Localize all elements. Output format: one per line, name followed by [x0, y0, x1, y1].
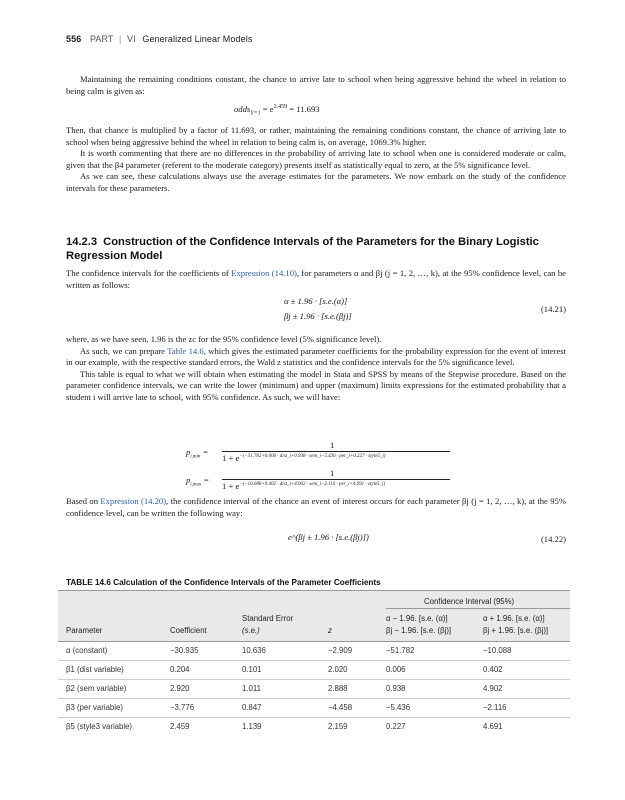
p-min-numerator: 1 [330, 440, 335, 450]
header-se-line1: Standard Error [242, 614, 294, 623]
cell-se: 1.011 [242, 684, 261, 693]
cell-lower: −5.436 [386, 703, 411, 712]
equation-label-14-22: (14.22) [540, 534, 566, 544]
row-rule [58, 717, 570, 718]
part-roman: VI [127, 34, 136, 44]
cell-upper: −2.116 [483, 703, 507, 712]
cell-z: −4.458 [328, 703, 353, 712]
table-row [58, 681, 570, 697]
page-number: 556 [66, 34, 82, 44]
table-row [58, 662, 570, 678]
cell-upper: 4.902 [483, 684, 503, 693]
p-min-symbol: p [186, 447, 191, 457]
header-upper-beta: βj + 1.96. [s.e. (βj)] [483, 626, 549, 635]
p-max-numerator: 1 [330, 468, 335, 478]
cell-parameter: β3 (per variable) [66, 703, 123, 712]
odds-subscript: Y=1 [250, 110, 261, 117]
chapter-title: Generalized Linear Models [142, 34, 253, 44]
header-coefficient: Coefficient [170, 626, 207, 635]
header-lower-alpha: α − 1.96. [s.e. (α)] [386, 614, 448, 623]
p-max-denominator [222, 481, 385, 491]
p-min-lhs: $p_{i,min}$ = [186, 447, 209, 460]
p-max-symbol: p [186, 475, 191, 485]
table-row [58, 643, 570, 659]
ci-table [58, 590, 570, 731]
header-se-line2: (s.e.) [242, 626, 260, 635]
cell-coefficient: −30.935 [170, 646, 199, 655]
cell-parameter: β2 (sem variable) [66, 684, 127, 693]
table-caption: TABLE 14.6 Calculation of the Confidence Intervals of the Parameter Coefficients [66, 578, 381, 587]
cell-se: 0.847 [242, 703, 262, 712]
odds-exponent: 2.459 [273, 104, 288, 111]
part-label: PART [89, 34, 114, 44]
row-rule [58, 698, 570, 699]
intro-p3-text: It is worth commenting that there are no differences in the probability of arriving late to school when one is considered moderate or calm, given that the β4 parameter (referent to the moderate category) presents itself as statistically equal to zero, at the 5% significance level. [66, 148, 566, 170]
intro-paragraph-1 [66, 74, 566, 97]
odds-value: = 11.693 [289, 104, 320, 114]
table-group-header: Confidence Interval (95%) [424, 597, 515, 606]
p-max-lhs: $p_{i,max}$ = [186, 475, 210, 488]
expression-14-20-link[interactable]: Expression (14.20) [100, 496, 167, 506]
ci-equation-beta: βj ± 1.96 · [s.e.(βj)] [284, 311, 352, 321]
expression-14-10-link[interactable]: Expression (14.10) [231, 268, 297, 278]
section-title: Construction of the Confidence Intervals of the Parameters for the Binary Logistic Regression Model [66, 236, 539, 262]
p-min-exponent: −(−51.782+0.006 · dist_i+0.938 · sem_i−5.436 · per_i+0.227 · style5_i) [239, 454, 386, 460]
cell-se: 0.101 [242, 665, 262, 674]
odds-ci-equation [66, 532, 566, 548]
cell-upper: −10.088 [483, 646, 512, 655]
header-separator: | [118, 34, 122, 44]
cell-coefficient: 0.204 [170, 665, 190, 674]
p-min-fraction-bar [222, 451, 450, 452]
cell-coefficient: 2.920 [170, 684, 190, 693]
cell-lower: 0.938 [386, 684, 406, 693]
ci-paragraphs [66, 334, 566, 404]
odds-label: odds [234, 104, 251, 114]
intro-p2-text: Then, that chance is multiplied by a factor of 11.693, or rather, maintaining the remaining conditions constant, the chance of arriving late to school when being aggressive behind the wheel in relation to being calm is, on average, 1069.3% higher. [66, 125, 566, 147]
ci-p2-text: where, as we have seen, 1.96 is the zc for the 95% confidence level (5% significance level). [66, 334, 382, 344]
cell-se: 1.139 [242, 722, 262, 731]
cell-lower: −51.782 [386, 646, 415, 655]
ci-paragraph-1 [66, 268, 566, 291]
cell-z: 2.888 [328, 684, 348, 693]
table-row [58, 719, 570, 735]
p-max-subscript: i,max [190, 482, 202, 488]
cell-parameter: β1 (dist variable) [66, 665, 124, 674]
row-rule [58, 679, 570, 680]
header-lower-beta: βj − 1.96. [s.e. (βj)] [386, 626, 452, 635]
odds-expression [234, 104, 320, 117]
probability-bounds [66, 440, 566, 496]
p-min-den-base: 1 + e [222, 453, 240, 463]
cell-se: 10.636 [242, 646, 266, 655]
p-max-den-base: 1 + e [222, 481, 240, 491]
p-max-exponent: −(−10.088+0.402 · dist_i+4.902 · sem_i−2.116 · per_i+4.691 · style5_i) [239, 482, 386, 488]
ci-paragraph-5 [66, 496, 566, 519]
cell-z: 2.159 [328, 722, 348, 731]
cell-coefficient: −3.776 [170, 703, 195, 712]
p-max-fraction-bar [222, 479, 450, 480]
p-min-denominator [222, 453, 385, 463]
ci-p4-text: This table is equal to what we will obtain when estimating the model in Stata and SPSS by means of the Stepwise procedure. Based on the parameter confidence intervals, we can write the lower (minimum) and upper (maximum) limits expressions for the estimated probability that a student i will arrive late to school, with 95% confidence. As such, we will have: [66, 368, 566, 402]
ci-p5-post: , the confidence interval of the chance an event of interest occurs for each parameter βj (j = 1, 2, …, k), at the 95% confidence level, can be written the following way: [66, 496, 566, 518]
intro-p1-text: Maintaining the remaining conditions constant, the chance to arrive late to school when being aggressive behind the wheel in relation to being calm is given as: [66, 74, 566, 96]
ci-equation-alpha: α ± 1.96 · [s.e.(α)] [284, 296, 348, 306]
header-upper-alpha: α + 1.96. [s.e. (α)] [483, 614, 545, 623]
table-header-rule [58, 641, 570, 642]
cell-parameter: α (constant) [66, 646, 108, 655]
cell-coefficient: 2.459 [170, 722, 190, 731]
header-parameter: Parameter [66, 626, 103, 635]
ci-p3-post: , which gives the estimated parameter coefficients for the probability expression for the event of interest in our example, with the respective standard errors, the Wald z statistics and the confidence intervals for the 5% significance level. [66, 345, 566, 368]
intro-p4-text: As we can see, these calculations always use the average estimates for the parameters. We now embark on the study of the confidence intervals for these parameters. [66, 171, 566, 193]
cell-parameter: β5 (style3 variable) [66, 722, 133, 731]
p-min-equation [186, 440, 476, 464]
table-group-rule [386, 608, 570, 609]
cell-z: −2.909 [328, 646, 353, 655]
equation-label-14-21: (14.21) [540, 304, 566, 314]
intro-paragraphs [66, 125, 566, 195]
cell-upper: 0.402 [483, 665, 503, 674]
ci-p1-pre: The confidence intervals for the coefficients of [66, 268, 232, 278]
cell-upper: 4.691 [483, 722, 503, 731]
row-rule [58, 660, 570, 661]
table-row [58, 700, 570, 716]
ci-p1-post: , for parameters α and βj (j = 1, 2, …, k), at the 95% confidence level, can be written as follows: [66, 268, 566, 290]
table-14-6-link[interactable]: Table 14.6 [167, 345, 204, 356]
p-min-subscript: i,min [190, 454, 201, 460]
ci-equations [66, 296, 566, 330]
ci-p5-pre: Based on [66, 496, 101, 506]
section-number: 14.2.3 [66, 236, 98, 248]
odds-rhs: = e [262, 104, 274, 114]
odds-ci-expression: e^(βj ± 1.96 · [s.e.(βj)]) [288, 532, 369, 542]
table-top-rule [58, 590, 570, 591]
p-max-equation [186, 468, 476, 492]
header-z: z [328, 626, 332, 635]
cell-z: 2.020 [328, 665, 348, 674]
ci-p3-pre: As such, we can prepare [80, 345, 168, 356]
running-header [66, 34, 252, 44]
cell-lower: 0.006 [386, 665, 406, 674]
section-heading [66, 235, 566, 263]
cell-lower: 0.227 [386, 722, 406, 731]
